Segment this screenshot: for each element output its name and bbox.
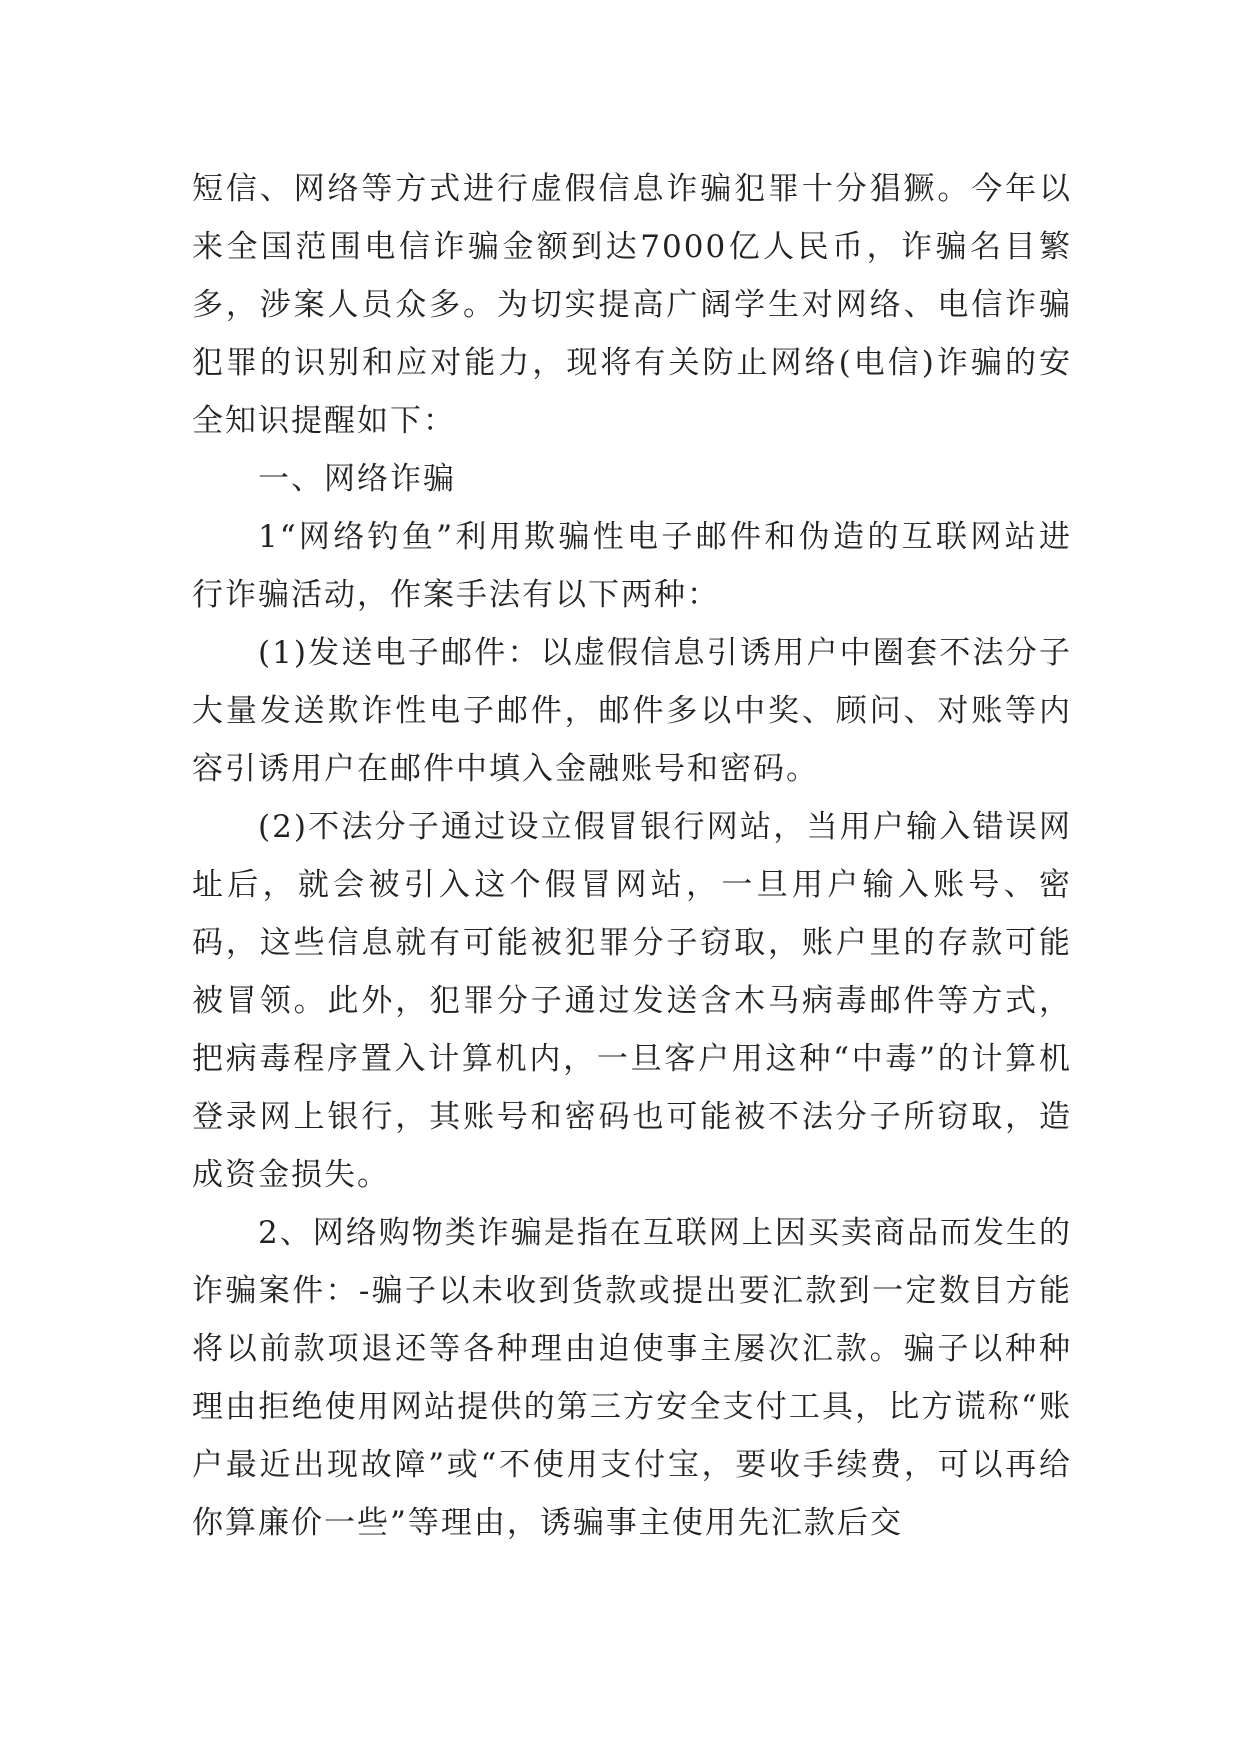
paragraph-phishing: 1“网络钓鱼”利用欺骗性电子邮件和伪造的互联网站进行诈骗活动，作案手法有以下两种： (192, 519, 1072, 613)
paragraph-email-method: (1)发送电子邮件：以虚假信息引诱用户中圈套不法分子大量发送欺诈性电子邮件，邮件多以中奖、顾问、对账等内容引诱用户在邮件中填入金融账号和密码。 (192, 635, 1072, 787)
document-body (192, 160, 1072, 1552)
paragraph-online-shopping-fraud: 2、网络购物类诈骗是指在互联网上因买卖商品而发生的诈骗案件：-骗子以未收到货款或提出要汇款到一定数目方能将以前款项退还等各种理由迫使事主屡次汇款。骗子以种种理由拒绝使用网站提供的第三方安全支付工具，比方谎称“账户最近出现故障”或“不使用支付宝，要收手续费，可以再给你算廉价一些”等理由，诱骗事主使用先汇款后交 (192, 1215, 1072, 1541)
section-heading-network-fraud: 一、网络诈骗 (258, 461, 456, 497)
paragraph-fake-bank-method: (2)不法分子通过设立假冒银行网站，当用户输入错误网址后，就会被引入这个假冒网站，一旦用户输入账号、密码，这些信息就有可能被犯罪分子窃取，账户里的存款可能被冒领。此外，犯罪分子通过发送含木马病毒邮件等方式，把病毒程序置入计算机内，一旦客户用这种“中毒”的计算机登录网上银行，其账号和密码也可能被不法分子所窃取，造成资金损失。 (192, 809, 1072, 1193)
paragraph-intro: 短信、网络等方式进行虚假信息诈骗犯罪十分猖獗。今年以来全国范围电信诈骗金额到达7000亿人民币，诈骗名目繁多，涉案人员众多。为切实提高广阔学生对网络、电信诈骗犯罪的识别和应对能力，现将有关防止网络(电信)诈骗的安全知识提醒如下： (192, 171, 1072, 439)
